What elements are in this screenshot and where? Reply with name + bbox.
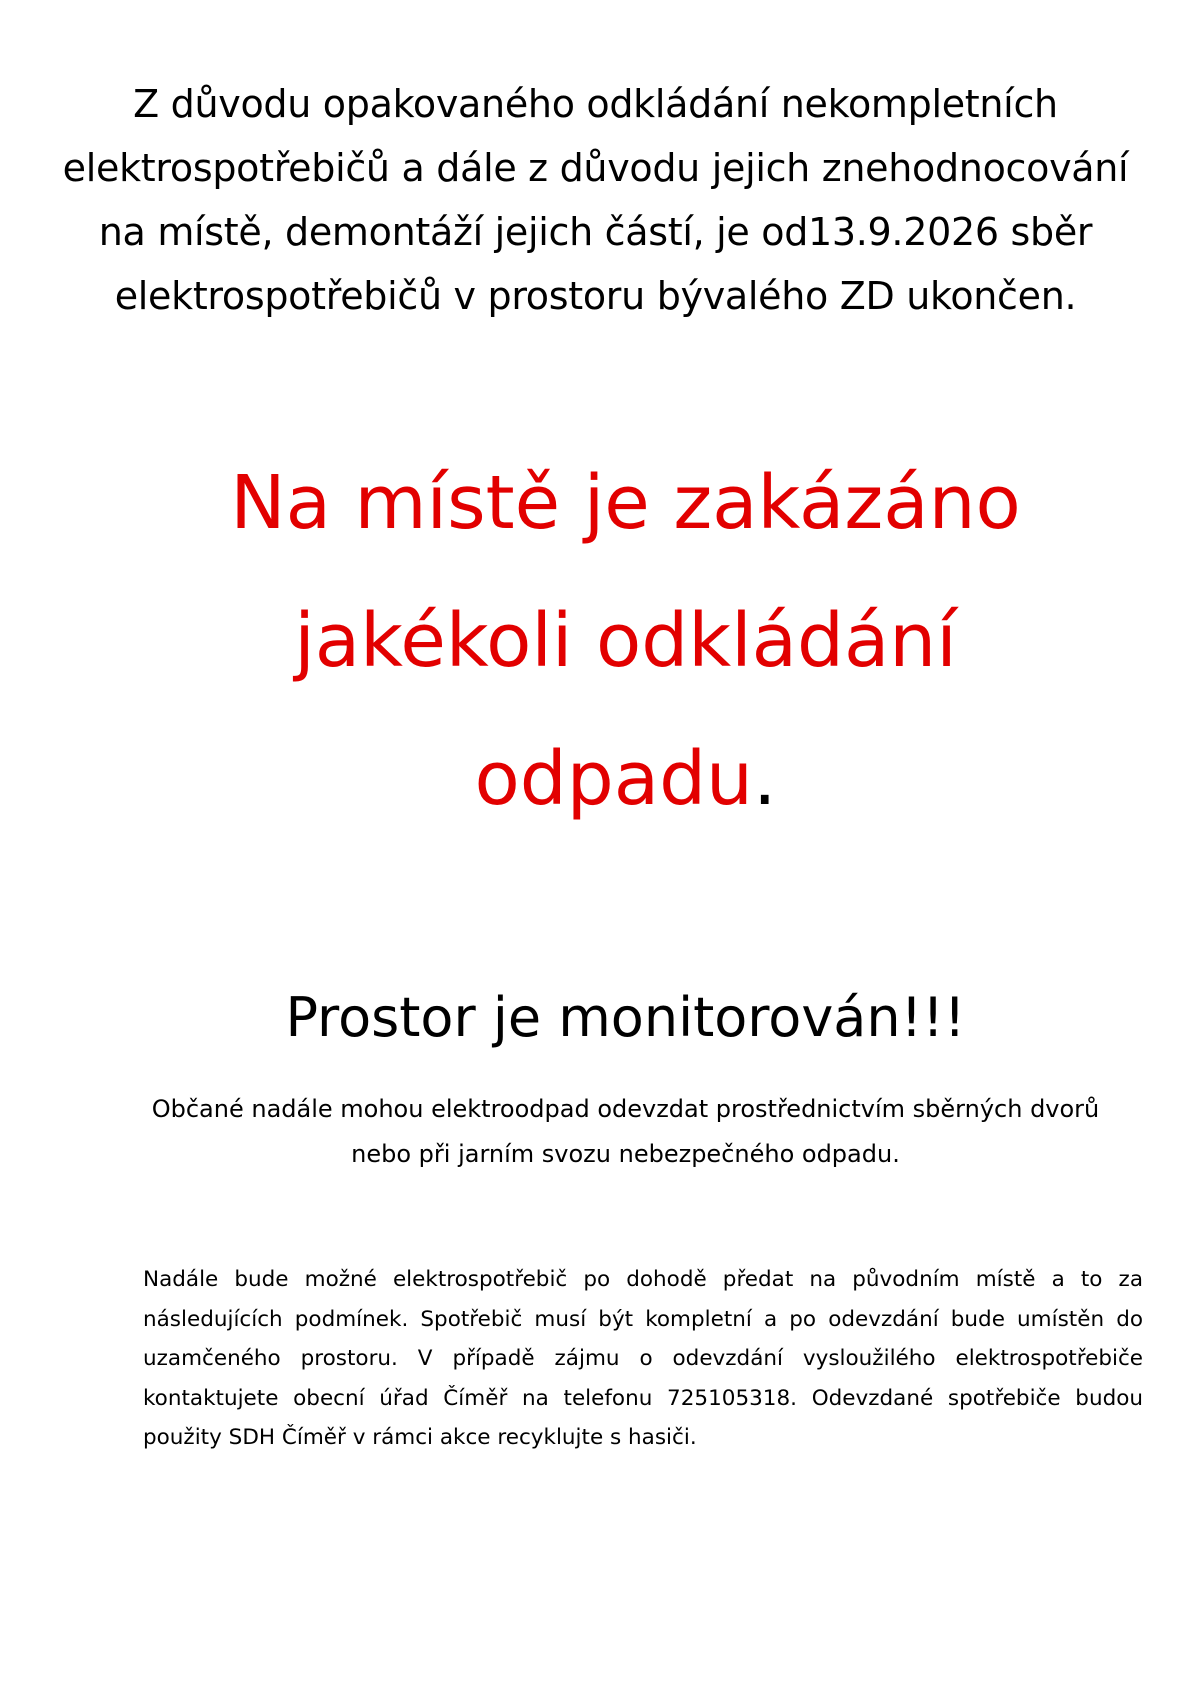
- prohibition-warning-text: Na místě je zakázáno jakékoli odkládání odpadu: [230, 460, 1021, 822]
- citizens-info-paragraph: Občané nadále mohou elektroodpad odevzdat prostřednictvím sběrných dvorů nebo při jarním svozu nebezpečného odpadu.: [151, 1095, 1100, 1168]
- intro-paragraph: Z důvodu opakovaného odkládání nekompletních elektrospotřebičů a dále z důvodu jejich znehodnocování na místě, demontáží jejich částí, je od13.9.2026 sběr elektrospotřebičů v prostoru bývalého ZD ukončen.: [62, 82, 1129, 318]
- monitoring-notice: Prostor je monitorován!!!: [285, 986, 966, 1049]
- conditions-paragraph: Nadále bude možné elektrospotřebič po dohodě předat na původním místě a to za následujících podmínek. Spotřebič musí být kompletní a po odevzdání bude umístěn do uzamčeného prostoru. V případě zájmu o odevzdání vysloužilého elektrospotřebiče kontaktujete obecní úřad Číměř na telefonu 725105318. Odevzdané spotřebiče budou použity SDH Číměř v rámci akce recyklujte s hasiči.: [143, 1267, 1143, 1450]
- prohibition-warning-period: .: [752, 736, 777, 822]
- prohibition-warning: [160, 434, 1091, 848]
